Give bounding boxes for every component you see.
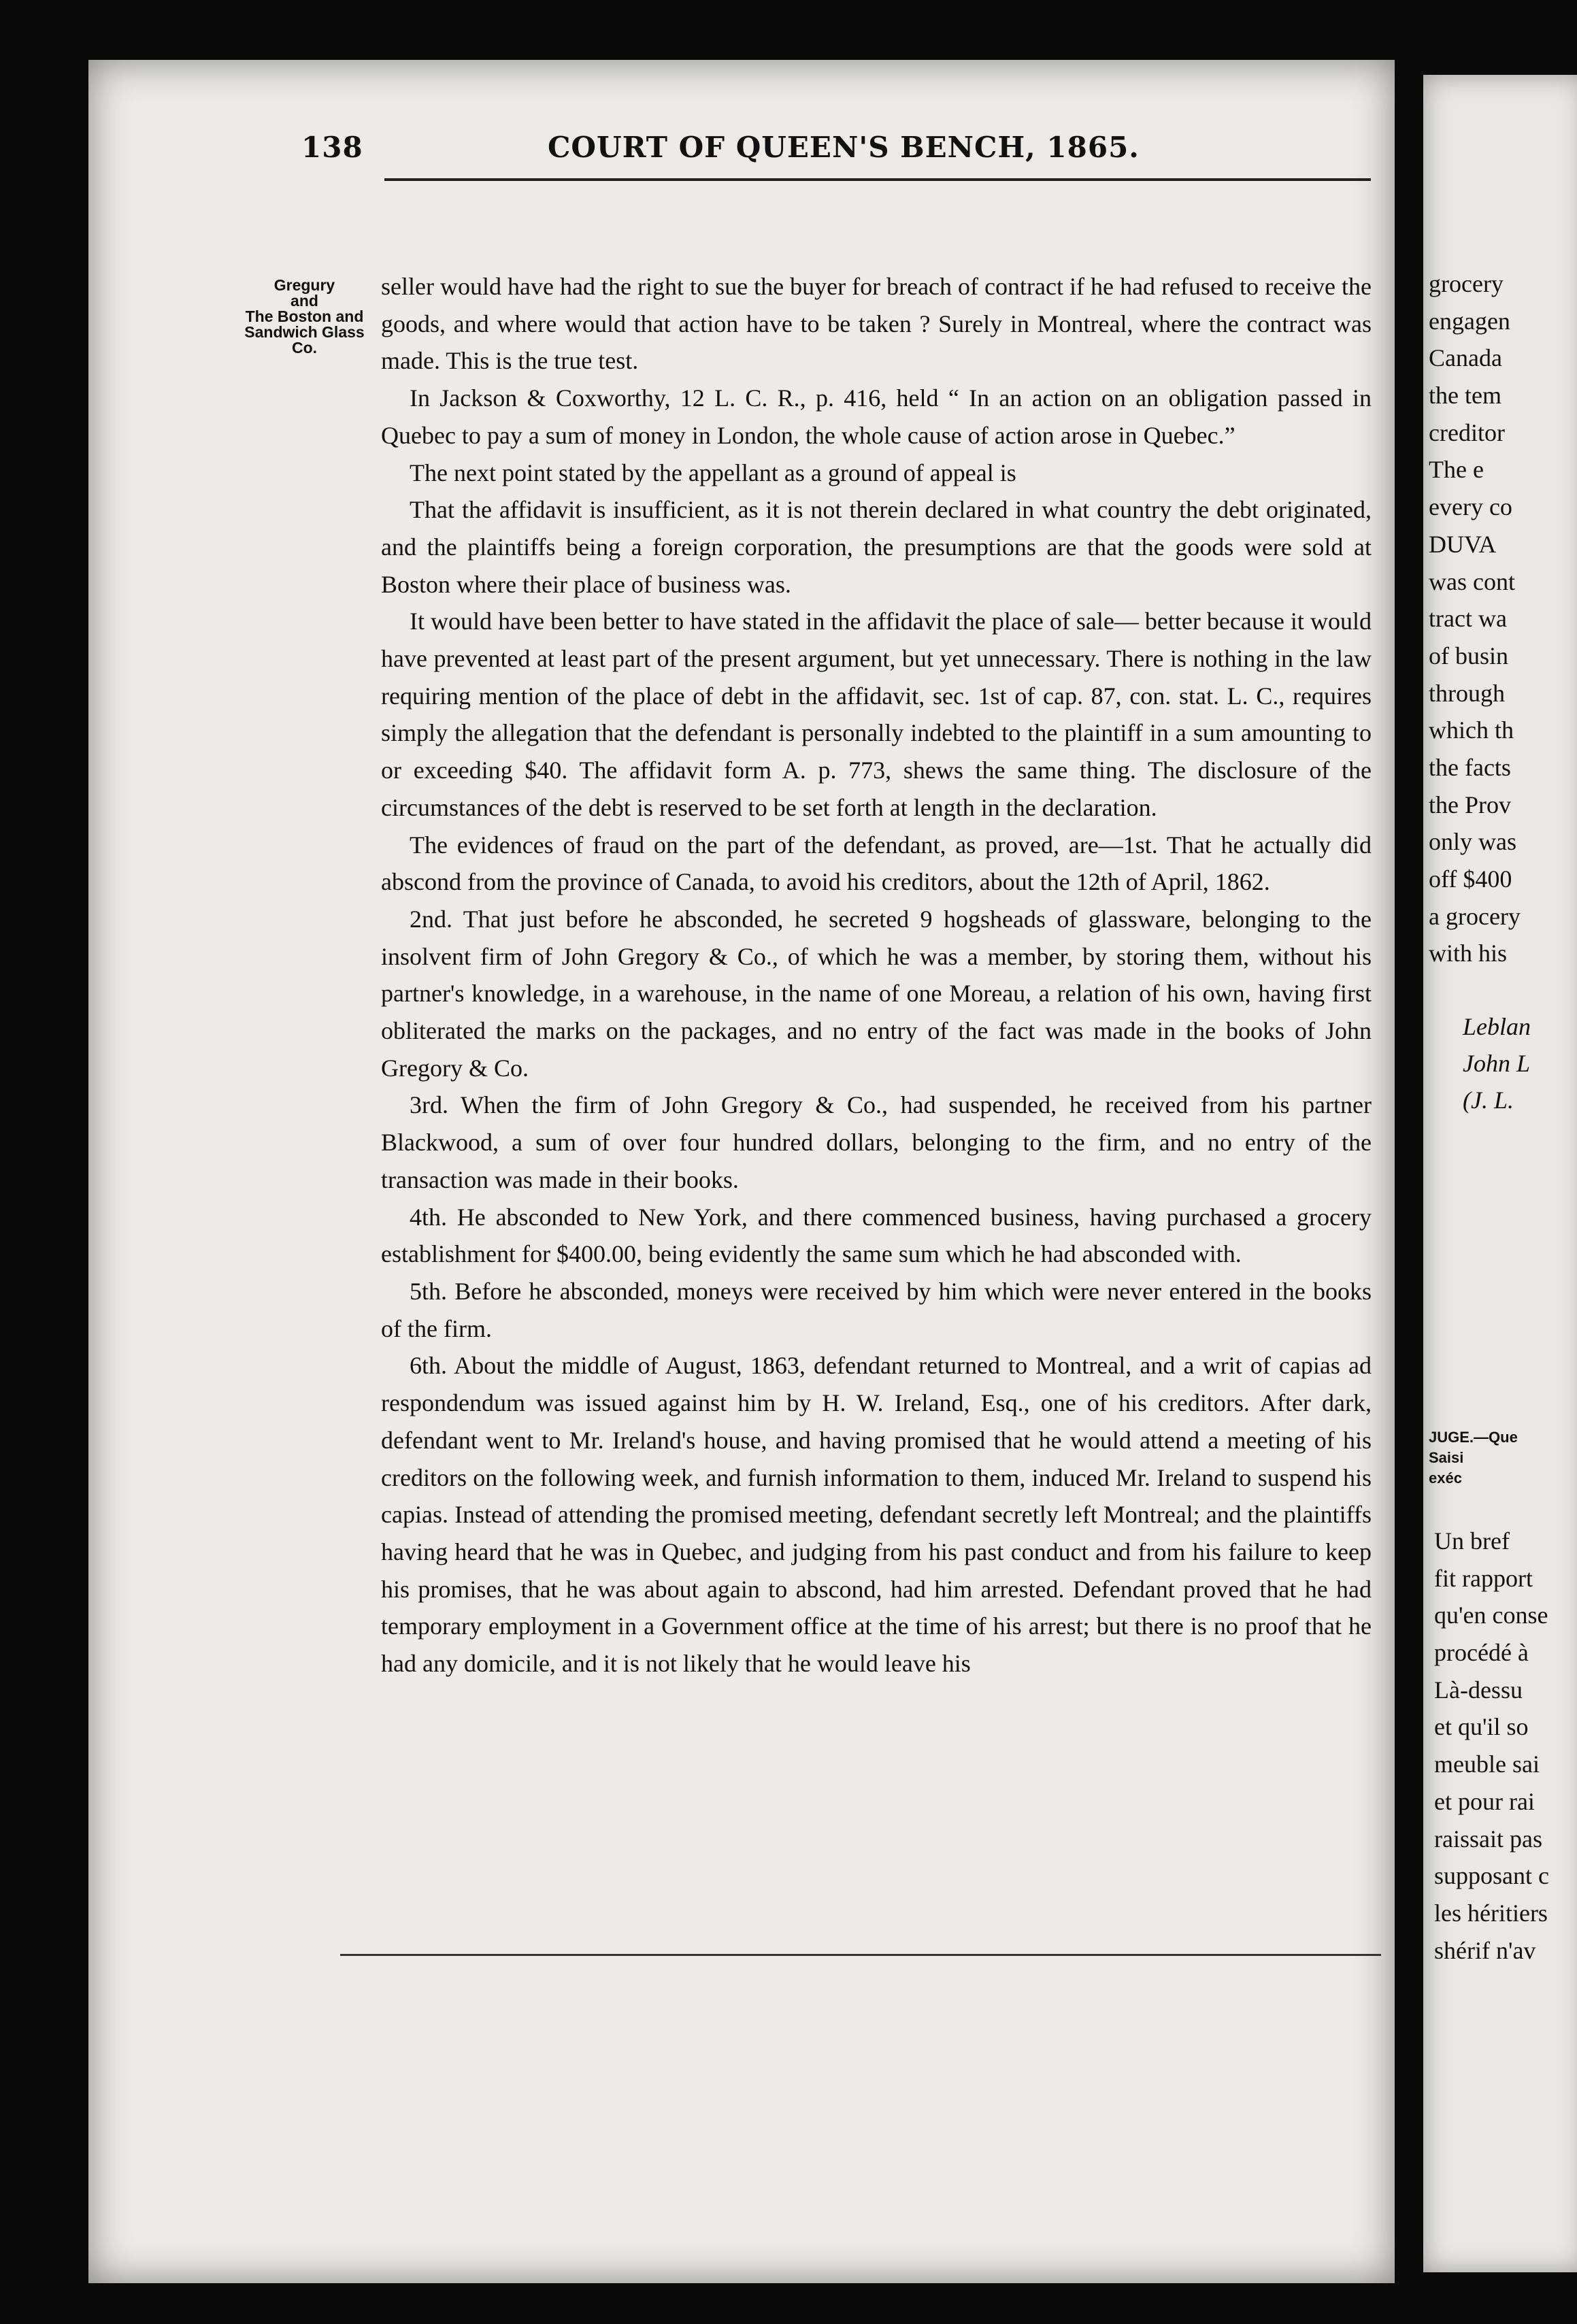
right-page-line: only was xyxy=(1429,828,1516,856)
right-page-line: raissait pas xyxy=(1434,1825,1542,1853)
right-page-line: was cont xyxy=(1429,567,1515,595)
paragraph: The evidences of fraud on the part of the defendant, as proved, are—1st. That he actually did abscond from the province of Canada, to avoid his creditors, about the 12th of April, 1862. xyxy=(381,831,1372,896)
bottom-rule xyxy=(340,1954,1381,1956)
right-page-line: with his xyxy=(1429,940,1508,967)
right-page-line: fit rapport xyxy=(1434,1564,1533,1592)
right-page-case-line: Leblan xyxy=(1463,1013,1531,1040)
side-note-line: Co. xyxy=(291,339,318,356)
paragraph: That the affidavit is insufficient, as it is not therein declared in what country the debt originated, and the plaintiffs being a foreign corporation, the presumptions are that the goods were sold at Boston where their place of business was. xyxy=(381,496,1372,598)
right-page-line: et pour rai xyxy=(1434,1787,1535,1815)
right-page-case-line: John L xyxy=(1463,1050,1530,1077)
right-page-text-lower xyxy=(1434,1523,1577,1969)
right-page-line: meuble sai xyxy=(1434,1750,1540,1778)
paragraph: 2nd. That just before he absconded, he secreted 9 hogsheads of glassware, belonging to the insolvent firm of John Gregory & Co., of which he was a member, by storing them, without his partner's knowledge, in a warehouse, in the name of one Moreau, a relation of his own, having first obliterated the marks on the packages, and no entry of the fact was made in the books of John Gregory & Co. xyxy=(381,905,1372,1082)
paragraph: 6th. About the middle of August, 1863, defendant returned to Montreal, and a writ of capias ad respondendum was issued against him by H. W. Ireland, Esq., one of his creditors. After dark, defendant went to Mr. Ireland's house, and having promised that he would attend a meeting of his creditors on the following week, and furnish information to them, induced Mr. Ireland to suspend his capias. Instead of attending the promised meeting, defendant secretly left Montreal; and the plaintiffs having heard that he was in Quebec, and judging from his past conduct and from his failure to keep his promises, that he was about again to abscond, had him arrested. Defendant proved that he had temporary employment in a Government office at the time of his arrest; but there is no proof that he had any domicile, and it is not likely that he would leave his xyxy=(381,1352,1372,1678)
right-page-text-top xyxy=(1429,265,1577,972)
right-page-line: The e xyxy=(1429,456,1484,484)
right-page-line: a grocery xyxy=(1429,902,1521,930)
paragraph: 4th. He absconded to New York, and there commenced business, having purchased a grocery establishment for $400.00, being evidently the same sum which he had absconded with. xyxy=(381,1203,1372,1268)
paragraph: 5th. Before he absconded, moneys were received by him which were never entered in the books of the firm. xyxy=(381,1277,1372,1342)
right-page-line: of busin xyxy=(1429,642,1508,669)
running-header xyxy=(301,131,1370,170)
right-page-line: Canada xyxy=(1429,344,1502,372)
side-note-line: Gregury xyxy=(273,276,335,294)
right-page-line: through xyxy=(1429,679,1505,707)
right-page-line: les héritiers xyxy=(1434,1899,1548,1927)
paragraph: The next point stated by the appellant as a ground of appeal is xyxy=(410,459,1016,486)
right-page-line: Là-dessu xyxy=(1434,1676,1523,1704)
right-page-line: tract wa xyxy=(1429,605,1507,633)
body-text xyxy=(381,268,1372,1682)
right-page-line: shérif n'av xyxy=(1434,1936,1536,1964)
right-page-line: the tem xyxy=(1429,382,1501,410)
paragraph: It would have been better to have stated in the affidavit the place of sale— better because it would have prevented at least part of the present argument, but yet unnecessary. There is nothing in the law requiring mention of the place of debt in the affidavit, sec. 1st of cap. 87, con. stat. L. C., requires simply the allegation that the defendant is personally indebted to the plaintiff in a sum amounting to or exceeding $40. The affidavit form A. p. 773, shews the same thing. The disclosure of the circumstances of the debt is reserved to be set forth at length in the declaration. xyxy=(381,608,1372,821)
page-number: 138 xyxy=(301,131,363,164)
right-page-note-line: exéc xyxy=(1429,1470,1462,1487)
right-page-line: grocery xyxy=(1429,270,1504,297)
right-page-line: which th xyxy=(1429,716,1514,744)
right-page-note-line: JUGE.—Que xyxy=(1429,1429,1518,1446)
side-note-line: The Boston and xyxy=(245,308,364,325)
page-title: COURT OF QUEEN'S BENCH, 1865. xyxy=(548,131,1140,164)
right-page-line: et qu'il so xyxy=(1434,1713,1529,1741)
paragraph: seller would have had the right to sue the buyer for breach of contract if he had refused to receive the goods, and where would that action have to be taken ? Surely in Montreal, where the contract was made. This is the true test. xyxy=(381,273,1372,375)
right-page-case-line: (J. L. xyxy=(1463,1086,1514,1114)
right-page-line: DUVA xyxy=(1429,530,1497,558)
right-page-line: creditor xyxy=(1429,418,1505,446)
right-page-case-names xyxy=(1463,1008,1577,1118)
paragraph: 3rd. When the firm of John Gregory & Co., had suspended, he received from his partner Blackwood, a sum of over four hundred dollars, belonging to the firm, and no entry of the transaction was made in their books. xyxy=(381,1091,1372,1193)
right-page-line: engagen xyxy=(1429,307,1510,335)
side-note-line: and xyxy=(290,292,318,310)
right-page-line: supposant c xyxy=(1434,1862,1549,1890)
paragraph: In Jackson & Coxworthy, 12 L. C. R., p. 416, held “ In an action on an obligation passed in Quebec to pay a sum of money in London, the whole cause of action arose in Quebec.” xyxy=(381,384,1372,449)
right-page-line: the Prov xyxy=(1429,791,1511,818)
side-note-line: Sandwich Glass xyxy=(244,323,365,341)
right-page-line: qu'en conse xyxy=(1434,1601,1548,1629)
right-page-line: the facts xyxy=(1429,753,1511,781)
right-page-line: off $400 xyxy=(1429,865,1512,893)
right-page-line: every co xyxy=(1429,493,1512,521)
header-rule xyxy=(384,178,1371,181)
right-page-line: procédé à xyxy=(1434,1639,1529,1667)
right-page-note-line: Saisi xyxy=(1429,1449,1464,1466)
right-page-line: Un bref xyxy=(1434,1527,1510,1555)
case-side-note xyxy=(218,278,391,356)
right-page-side-note xyxy=(1429,1427,1577,1489)
